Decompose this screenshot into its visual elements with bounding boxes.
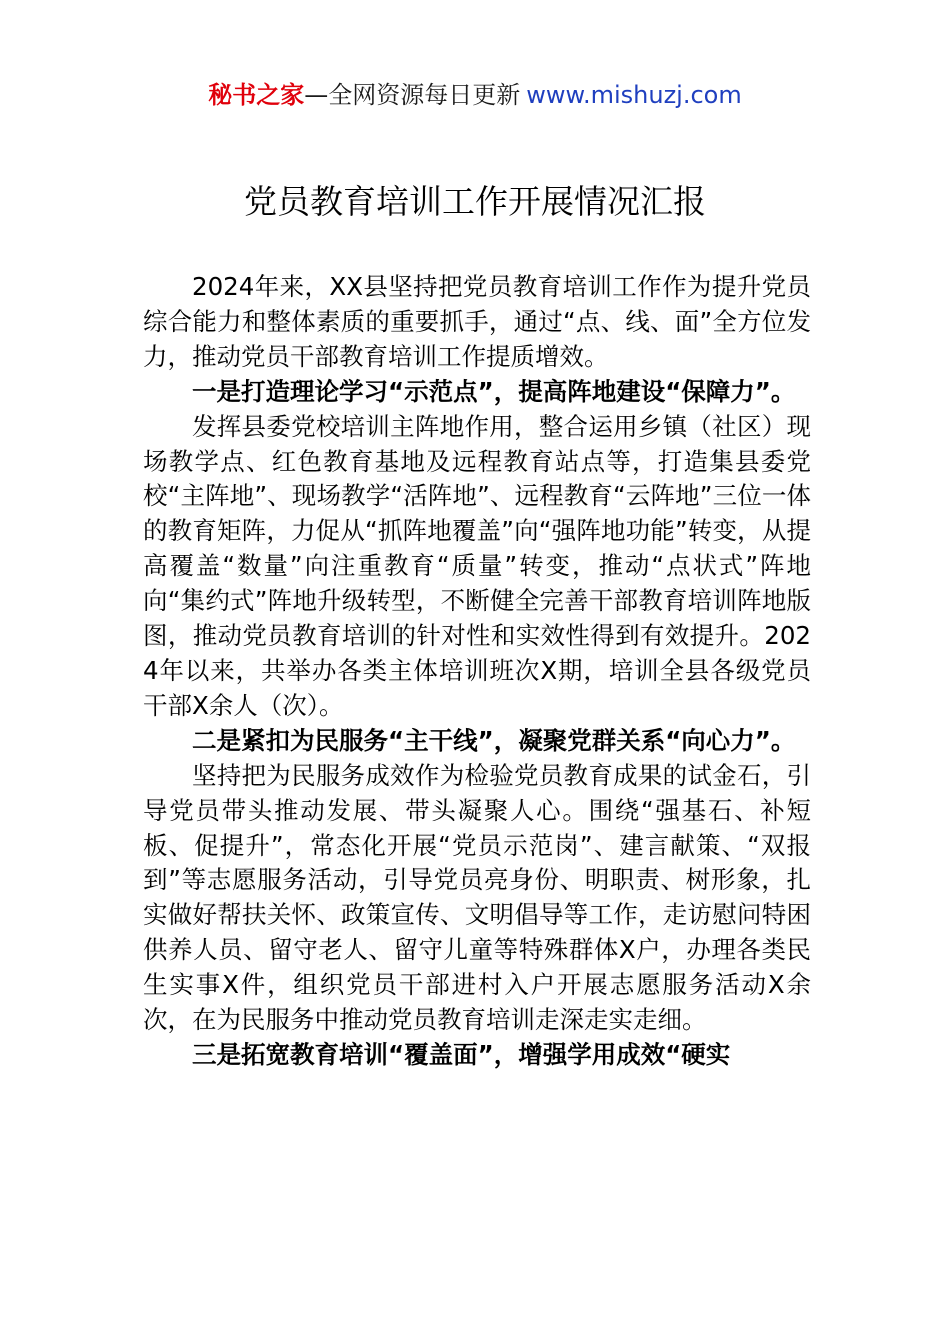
section-2-paragraph: 坚持把为民服务成效作为检验党员教育成果的试金石，引导党员带头推动发展、带头凝聚人心。围绕“强基石、补短板、促提升”，常态化开展“党员示范岗”、建言献策、“双报到”等志愿服务活动，引导党员亮身份、明职责、树形象，扎实做好帮扶关怀、政策宣传、文明倡导等工作，走访慰问特困供养人员、留守老人、留守儿童等特殊群体X户，办理各类民生实事X件，组织党员干部进村入户开展志愿服务活动X余次，在为民服务中推动党员教育培训走深走实走细。 (143, 760, 811, 1035)
header-tagline: —全网资源每日更新 (304, 81, 521, 109)
section-heading-2: 二是紧扣为民服务“主干线”，凝聚党群关系“向心力”。 (192, 725, 796, 755)
section-heading-3: 三是拓宽教育培训“覆盖面”，增强学用成效“硬实 (192, 1039, 731, 1069)
section-heading-1: 一是打造理论学习“示范点”，提高阵地建设“保障力”。 (192, 376, 796, 406)
intro-paragraph: 2024年来，XX县坚持把党员教育培训工作作为提升党员综合能力和整体素质的重要抓手，通过“点、线、面”全方位发力，推动党员干部教育培训工作提质增效。 (143, 272, 811, 371)
document-title: 党员教育培训工作开展情况汇报 (244, 182, 706, 221)
section-1-paragraph: 发挥县委党校培训主阵地作用，整合运用乡镇（社区）现场教学点、红色教育基地及远程教育站点等，打造集县委党校“主阵地”、现场教学“活阵地”、远程教育“云阵地”三位一体的教育矩阵，力促从“抓阵地覆盖”向“强阵地功能”转变，从提高覆盖“数量”向注重教育“质量”转变，推动“点状式”阵地向“集约式”阵地升级转型，不断健全完善干部教育培训阵地版图，推动党员教育培训的针对性和实效性得到有效提升。2024年以来，共举办各类主体培训班次X期，培训全县各级党员干部X余人（次）。 (143, 411, 811, 720)
site-header (0, 78, 950, 112)
brand-name: 秘书之家 (208, 81, 305, 109)
document-body (143, 270, 811, 1073)
site-url-link[interactable]: www.mishuzj.com (526, 81, 742, 109)
